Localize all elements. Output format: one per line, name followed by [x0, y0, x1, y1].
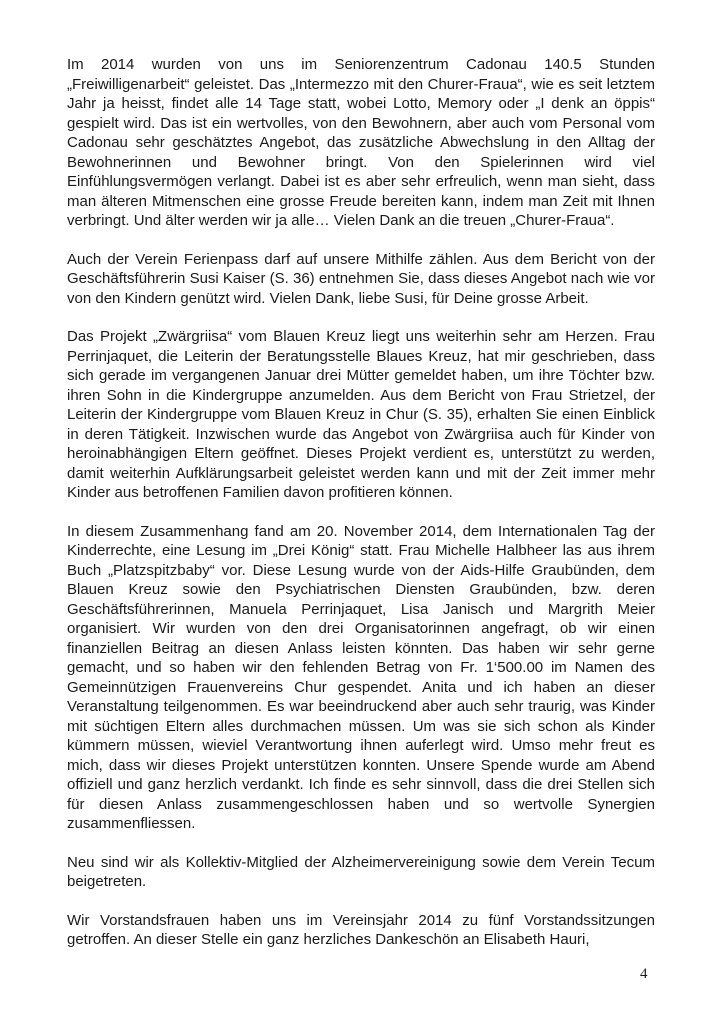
paragraph-mitgliedschaft: Neu sind wir als Kollektiv-Mitglied der Alzheimervereinigung sowie dem Verein Tecum beigetreten. — [67, 853, 655, 890]
page-number: 4 — [640, 966, 648, 982]
paragraph-vorstand: Wir Vorstandsfrauen haben uns im Vereinsjahr 2014 zu fünf Vorstandssitzungen getroffen. An dieser Stelle ein ganz herzliches Dankeschön an Elisabeth Hauri, — [67, 911, 655, 948]
paragraph-cadonau: Im 2014 wurden von uns im Seniorenzentrum Cadonau 140.5 Stunden „Freiwilligenarbeit“ geleistet. Das „Intermezzo mit den Churer-Fraua“, wie es seit letztem Jahr ja heisst, findet alle 14 Tage statt, wobei Lotto, Memory oder „I denk an öppis“ gespielt wird. Das ist ein wertvolles, von den Bewohnern, aber auch vom Personal vom Cadonau sehr geschätztes Angebot, das zusätzliche Abwechslung in den Alltag der Bewohnerinnen und Bewohner bringt. Von den Spielerinnen wird viel Einfühlungsvermögen verlangt. Dabei ist es aber sehr erfreulich, wenn man sieht, dass man älteren Mitmenschen eine grosse Freude bereiten kann, indem man Zeit mit Ihnen verbringt. Und älter werden wir ja alle… Vielen Dank an die treuen „Churer-Fraua“. — [67, 56, 655, 229]
paragraph-ferienpass: Auch der Verein Ferienpass darf auf unsere Mithilfe zählen. Aus dem Bericht von der Geschäftsführerin Susi Kaiser (S. 36) entnehmen Sie, dass dieses Angebot nach wie vor von den Kindern genützt wird. Vielen Dank, liebe Susi, für Deine grosse Arbeit. — [67, 250, 655, 307]
paragraph-zwaergriisa: Das Projekt „Zwärgriisa“ vom Blauen Kreuz liegt uns weiterhin sehr am Herzen. Frau Perrinjaquet, die Leiterin der Beratungsstelle Blaues Kreuz, hat mir geschrieben, dass sich gerade im vergangenen Januar drei Mütter gemeldet haben, um ihre Töchter bzw. ihren Sohn in die Kindergruppe anzumelden. Aus dem Bericht von Frau Strietzel, der Leiterin der Kindergruppe vom Blauen Kreuz in Chur (S. 35), erhalten Sie einen Einblick in deren Tätigkeit. Inzwischen wurde das Angebot von Zwärgriisa auch für Kinder von heroinabhängigen Eltern geöffnet. Dieses Projekt verdient es, unterstützt zu werden, damit weiterhin Aufklärungsarbeit geleistet werden kann und mit der Zeit immer mehr Kinder aus betroffenen Familien davon profitieren können. — [67, 328, 655, 501]
paragraph-lesung: In diesem Zusammenhang fand am 20. November 2014, dem Internationalen Tag der Kinderrechte, eine Lesung im „Drei König“ statt. Frau Michelle Halbheer las aus ihrem Buch „Platzspitzbaby“ vor. Diese Lesung wurde von der Aids-Hilfe Graubünden, dem Blauen Kreuz sowie den Psychiatrischen Diensten Graubünden, bzw. deren Geschäftsführerinnen, Manuela Perrinjaquet, Lisa Janisch und Margrith Meier organisiert. Wir wurden von den drei Organisatorinnen angefragt, ob wir einen finanziellen Beitrag an diesen Anlass leisten könnten. Das haben wir sehr gerne gemacht, und so haben wir den fehlenden Betrag von Fr. 1‘500.00 im Namen des Gemeinnützigen Frauenvereins Chur gespendet. Anita und ich haben an dieser Veranstaltung teilgenommen. Es war beeindruckend aber auch sehr traurig, was Kinder mit süchtigen Eltern alles durchmachen müssen. Um was sie sich schon als Kinder kümmern müssen, wieviel Verantwortung ihnen auferlegt wird. Umso mehr freut es mich, dass wir dieses Projekt unterstützen konnten. Unsere Spende wurde am Abend offiziell und ganz herzlich verdankt. Ich finde es sehr sinnvoll, dass die drei Stellen sich für diesen Anlass zusammengeschlossen haben und so wertvolle Synergien zusammenfliessen. — [67, 522, 655, 832]
document-body — [67, 55, 655, 969]
